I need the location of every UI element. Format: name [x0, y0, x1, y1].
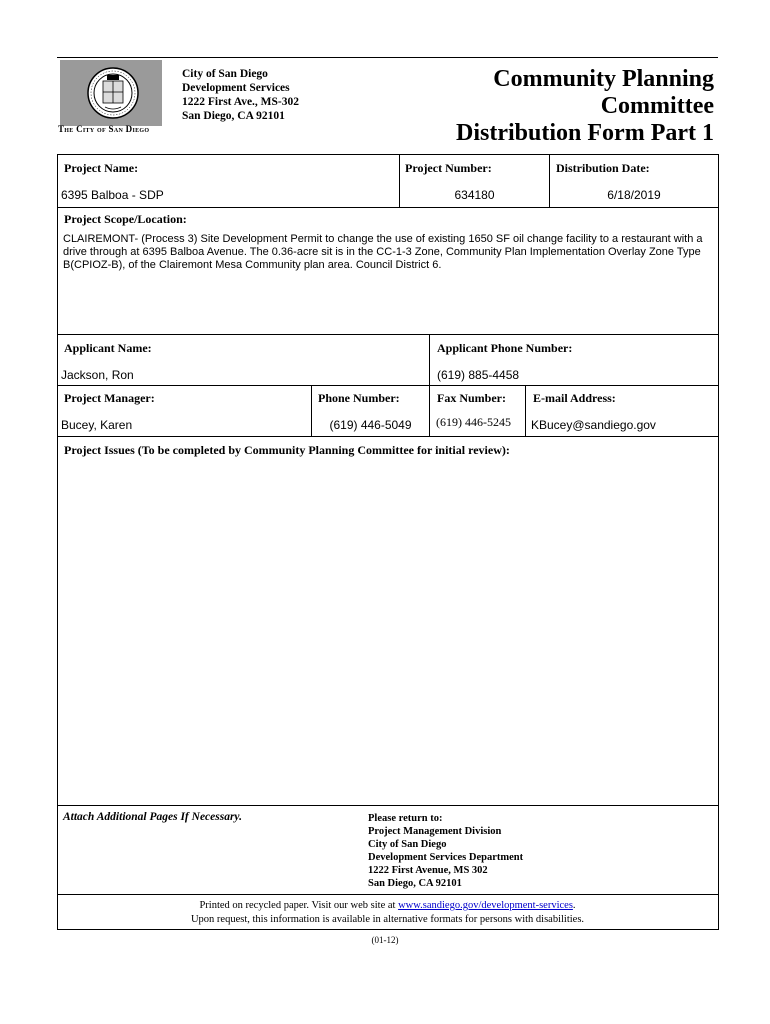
footer-line-1 — [57, 899, 718, 913]
title-line: Community Planning — [493, 66, 714, 92]
footer-text — [57, 899, 718, 927]
divider — [57, 805, 719, 806]
project-scope-label: Project Scope/Location: — [64, 212, 187, 226]
fax-number-value[interactable]: (619) 446-5245 — [436, 415, 511, 429]
return-line: City of San Diego — [368, 839, 447, 850]
divider — [57, 894, 719, 895]
email-address-value[interactable]: KBucey@sandiego.gov — [531, 418, 656, 432]
divider — [57, 385, 719, 386]
footer-suffix: . — [572, 900, 576, 911]
project-manager-value[interactable]: Bucey, Karen — [61, 418, 133, 432]
project-issues-field[interactable] — [60, 462, 716, 802]
return-address-block — [368, 812, 523, 890]
address-line: San Diego, CA 92101 — [182, 110, 285, 122]
applicant-name-label: Applicant Name: — [64, 341, 152, 355]
distribution-date-value[interactable]: 6/18/2019 — [607, 188, 661, 202]
project-number-label: Project Number: — [405, 161, 492, 175]
project-number-value[interactable]: 634180 — [454, 188, 495, 202]
divider — [525, 385, 526, 436]
city-caption: The City of San Diego — [58, 124, 150, 134]
project-name-label: Project Name: — [64, 161, 139, 175]
footer-prefix: Printed on recycled paper. Visit our web site at — [199, 900, 399, 911]
address-line: City of San Diego — [182, 68, 268, 80]
title-line: Distribution Form Part 1 — [456, 120, 714, 146]
manager-phone-value[interactable]: (619) 446-5049 — [329, 418, 412, 432]
title-line: Committee — [600, 93, 714, 119]
top-rule — [57, 57, 718, 58]
distribution-date-label: Distribution Date: — [556, 161, 650, 175]
divider — [57, 207, 719, 208]
manager-phone-label: Phone Number: — [318, 391, 400, 405]
attach-pages-note: Attach Additional Pages If Necessary. — [63, 811, 242, 823]
address-line: Development Services — [182, 82, 290, 94]
return-line: 1222 First Avenue, MS 302 — [368, 865, 488, 876]
email-address-label: E-mail Address: — [533, 391, 616, 405]
divider — [429, 334, 430, 386]
return-line: Development Services Department — [368, 852, 524, 863]
address-line: 1222 First Ave., MS-302 — [182, 96, 300, 108]
project-manager-label: Project Manager: — [64, 391, 155, 405]
divider — [57, 334, 719, 335]
divider — [429, 385, 430, 436]
return-line: Project Management Division — [368, 826, 502, 837]
project-name-value[interactable]: 6395 Balboa - SDP — [61, 188, 164, 202]
address-block — [182, 67, 299, 123]
city-seal-logo — [87, 67, 139, 119]
applicant-name-value[interactable]: Jackson, Ron — [61, 368, 134, 382]
applicant-phone-value[interactable]: (619) 885-4458 — [437, 368, 520, 382]
fax-number-label: Fax Number: — [437, 391, 506, 405]
return-line: San Diego, CA 92101 — [368, 878, 462, 889]
form-title — [456, 66, 714, 147]
website-link[interactable]: www.sandiego.gov/development-services — [398, 900, 573, 911]
project-scope-text[interactable]: CLAIREMONT- (Process 3) Site Development Permit to change the use of existing 1650 SF oil change facility to a restaurant with a drive through at 6395 Balboa Avenue. The 0.36-acre sit is in the CC-1-3 Zone, Community Plan Implementation Overlay Zone Type B(CPIOZ-B), of the Clairemont Mesa Community plan area. Council District 6. — [63, 233, 703, 271]
footer-line-2: Upon request, this information is available in alternative formats for persons with disabilities. — [190, 914, 585, 925]
return-line: Please return to: — [368, 813, 443, 824]
divider — [57, 436, 719, 437]
form-code: (01-12) — [371, 935, 399, 945]
applicant-phone-label: Applicant Phone Number: — [437, 341, 573, 355]
project-issues-label: Project Issues (To be completed by Community Planning Committee for initial review): — [64, 443, 510, 457]
